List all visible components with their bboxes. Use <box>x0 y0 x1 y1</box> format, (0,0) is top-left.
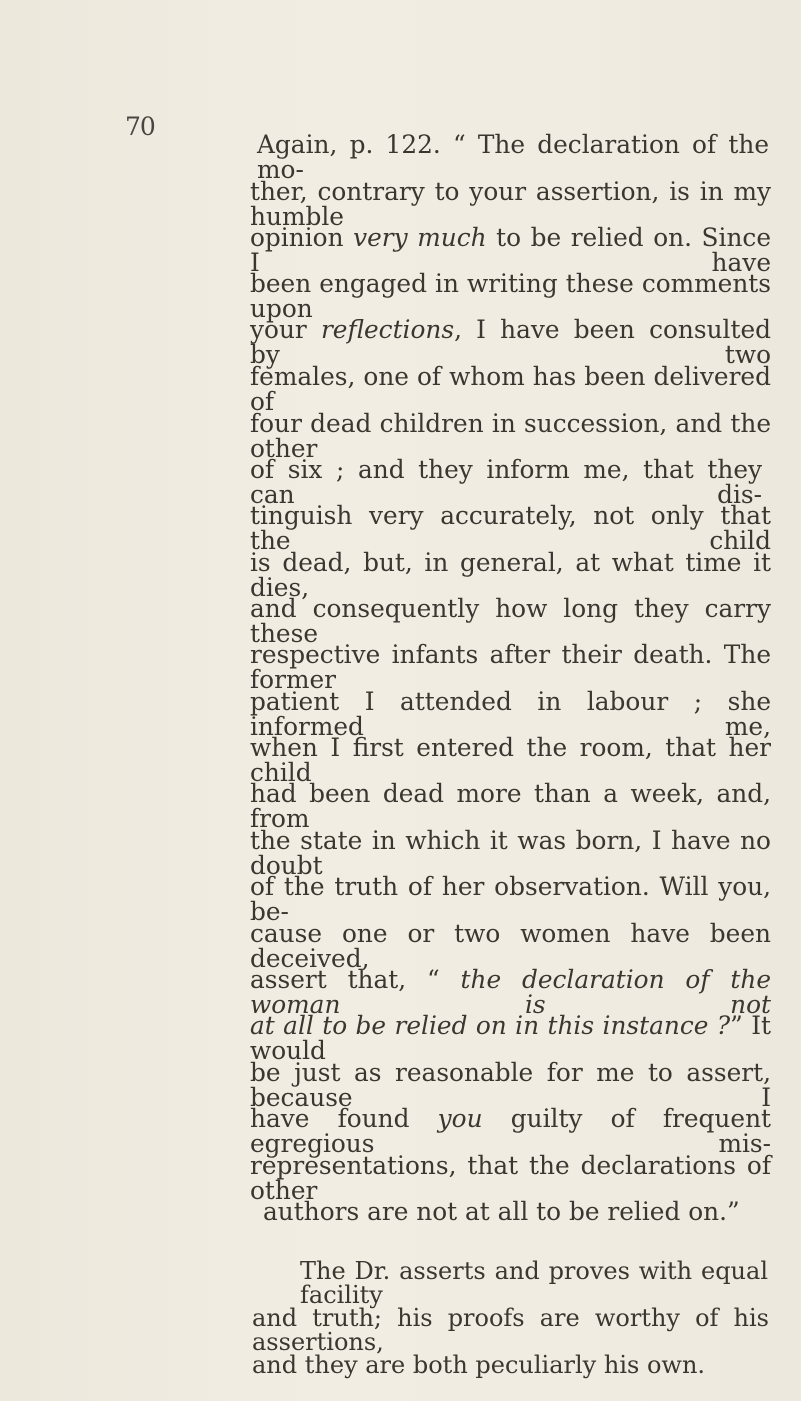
text-line: and consequently how long they carry these <box>250 594 771 648</box>
page-number: 70 <box>125 112 155 141</box>
text-line: females, one of whom has been delivered of <box>250 362 771 416</box>
text-line: have found you guilty of frequent egregious mis- <box>250 1104 772 1158</box>
text-line: representations, that the declarations of other <box>250 1151 771 1205</box>
text-line: the state in which it was born, I have no doubt <box>250 826 771 880</box>
text-line: and truth; his proofs are worthy of his assertions, <box>252 1304 769 1356</box>
text-line: cause one or two women have been deceived, <box>250 919 771 973</box>
text-line: opinion very much to be relied on. Since I have <box>250 223 771 277</box>
text-line: and they are both peculiarly his own. <box>252 1351 706 1379</box>
text-line: your reflections, I have been consulted by two <box>250 315 771 369</box>
text-line: when I first entered the room, that her child <box>250 733 771 787</box>
text-line: of the truth of her observation. Will you, be- <box>250 872 771 926</box>
text-line: be just as reasonable for me to assert, because I <box>250 1058 771 1112</box>
text-line: tinguish very accurately, not only that the child <box>250 501 771 555</box>
text-line: Again, p. 122. “ The declaration of the mo- <box>257 130 769 184</box>
text-line: at all to be relied on in this instance ?” It would <box>250 1011 771 1065</box>
text-line: authors are not at all to be relied on.” <box>263 1197 740 1226</box>
text-line: been engaged in writing these comments upon <box>250 269 771 323</box>
text-line: assert that, “ the declaration of the woman is not <box>250 965 771 1019</box>
text-line: respective infants after their death. The former <box>250 640 771 694</box>
text-line: ther, contrary to your assertion, is in my humble <box>250 177 771 231</box>
text-line: The Dr. asserts and proves with equal facility <box>300 1257 768 1309</box>
text-line: of six ; and they inform me, that they can dis- <box>250 455 762 509</box>
text-line: patient I attended in labour ; she informed me, <box>250 687 771 741</box>
text-line: four dead children in succession, and the other <box>250 409 771 463</box>
text-line: is dead, but, in general, at what time it dies, <box>250 548 771 602</box>
text-line: had been dead more than a week, and, from <box>250 779 771 833</box>
